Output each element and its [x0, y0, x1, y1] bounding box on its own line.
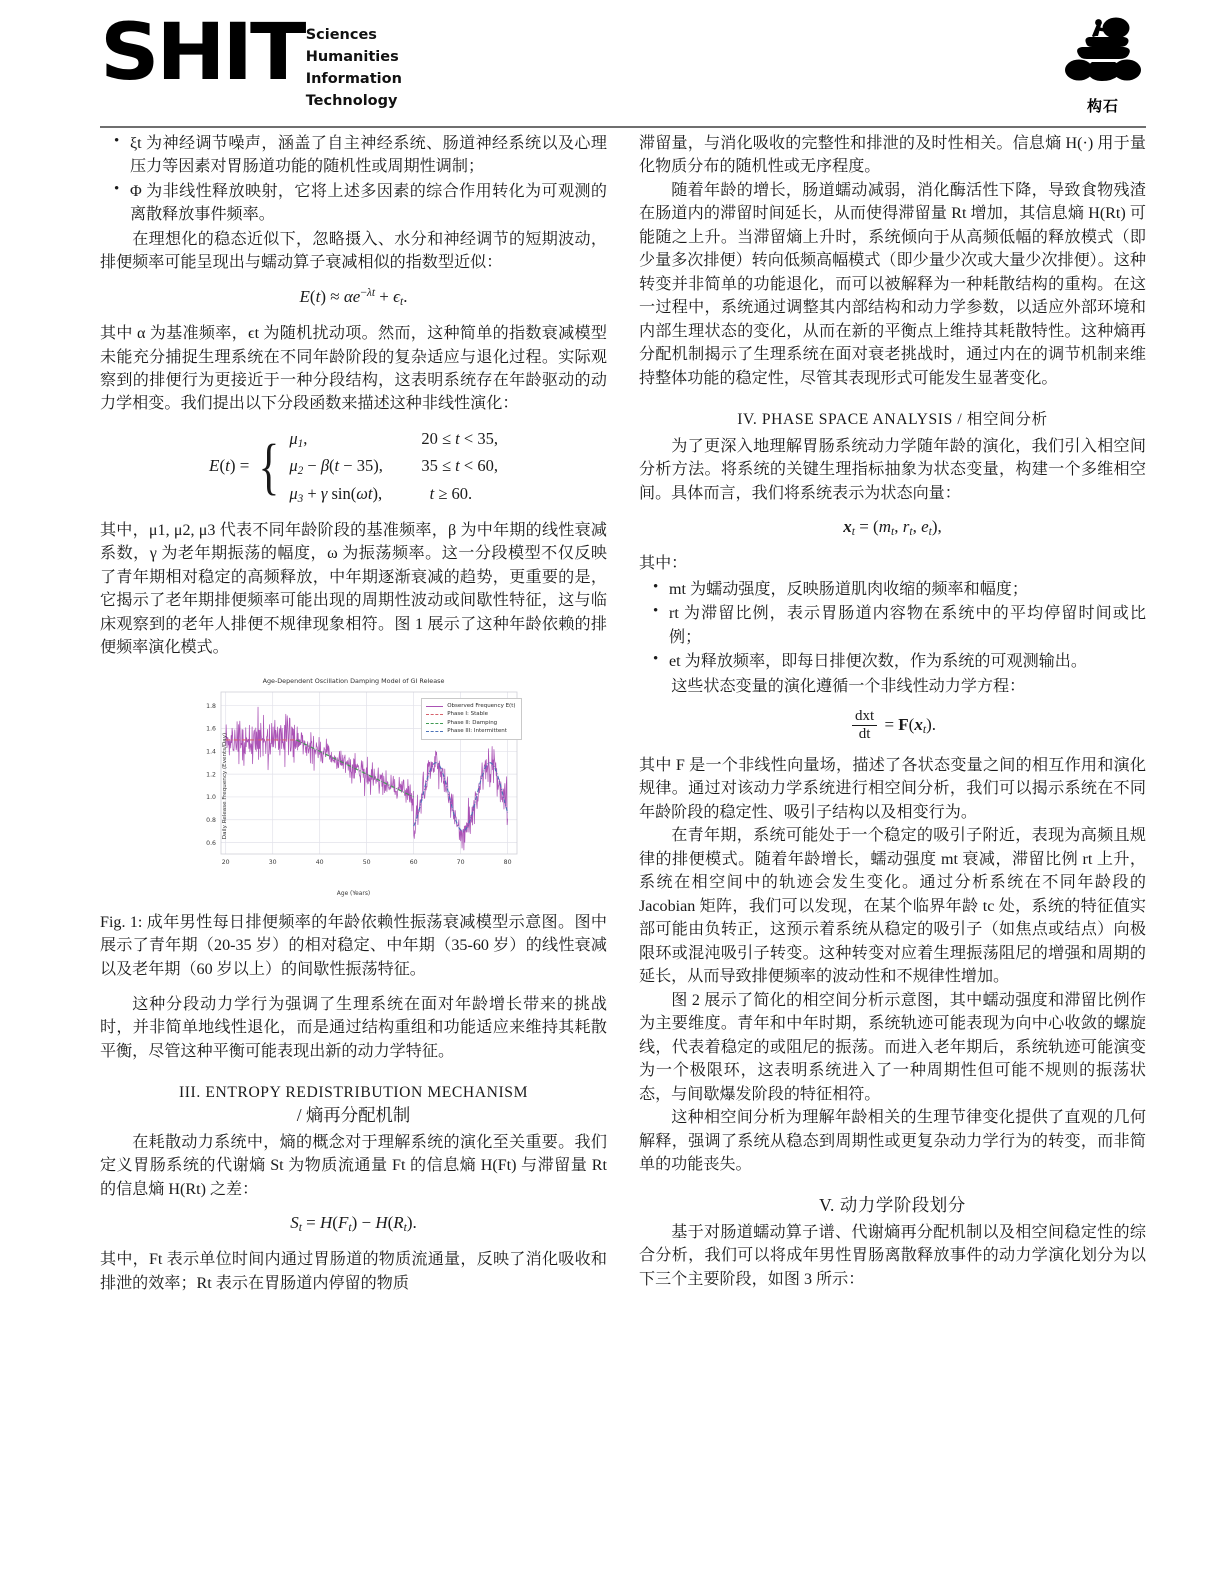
- paragraph-after-exponential: 其中 α 为基准频率，ϵt 为随机扰动项。然而，这种简单的指数衰减模型未能充分捕捉生理系统在不同年龄阶段的复杂适应与退化过程。实际观察到的排便行为更接近于一种分段结构，这表明系统存在年龄驱动的动力学相变。我们提出以下分段函数来描述这种非线性演化：: [100, 325, 607, 413]
- legend-label-phase2: Phase II: Damping: [447, 719, 498, 726]
- chart-container: [174, 674, 534, 899]
- journal-brand: [100, 8, 402, 112]
- noise-term-bullets: [100, 132, 607, 227]
- legend-label-phase3: Phase III: Intermittent: [447, 728, 507, 735]
- derivative-denominator: dt: [852, 725, 877, 743]
- derivative-fraction: [852, 708, 877, 743]
- paragraph-entropy-after: 其中，Ft 表示单位时间内通过胃肠道的物质流通量，反映了消化吸收和排泄的效率；Rt 表示在胃肠道内停留的物质: [100, 1251, 607, 1292]
- paragraph-evolution: 这些状态变量的演化遵循一个非线性动力学方程：: [671, 677, 1026, 695]
- svg-text:0.6: 0.6: [205, 839, 216, 847]
- paragraph-steady-state: 在理想化的稳态近似下，忽略摄入、水分和神经调节的短期波动，排便频率可能呈现出与蠕动算子衰减相似的指数型近似：: [100, 230, 607, 272]
- legend-item-observed: [426, 702, 515, 711]
- section-3-heading: [100, 1080, 607, 1127]
- masthead-divider: [100, 126, 1146, 128]
- chart-legend: [421, 698, 521, 740]
- section-4-heading: [639, 407, 1146, 431]
- list-item: [669, 602, 1146, 649]
- chart-title: Age-Dependent Oscillation Damping Model of GI Release: [262, 676, 445, 685]
- legend-swatch-phase3: [426, 731, 443, 732]
- paragraph-retention: 滞留量，与消化吸收的完整性和排泄的及时性相关。信息熵 H(·) 用于量化物质分布的随机性或无序程度。: [639, 135, 1146, 176]
- list-item: [669, 578, 1146, 601]
- brand-line-humanities: Humanities: [305, 49, 399, 66]
- section-4-title: IV. PHASE SPACE ANALYSIS / 相空间分析: [737, 411, 1048, 429]
- paragraph-entropy-definition: 在耗散动力系统中，熵的概念对于理解系统的演化至关重要。我们定义胃肠系统的代谢熵 St 为物质流通量 Ft 的信息熵 H(Ft) 与滞留量 Rt 的信息熵 H(Rt) 之差：: [100, 1133, 607, 1198]
- svg-text:70: 70: [456, 858, 465, 866]
- list-item: [669, 650, 1146, 673]
- paragraph-section5-intro: 基于对肠道蠕动算子谱、代谢熵再分配机制以及相空间稳定性的综合分析，我们可以将成年男性胃肠离散释放事件的动力学演化划分为以下三个主要阶段，如图 3 所示：: [639, 1223, 1146, 1288]
- state-variable-bullets: [639, 578, 1146, 674]
- svg-text:50: 50: [362, 858, 371, 866]
- bullet-text-e: et 为释放频率，即每日排便次数，作为系统的可观测输出。: [669, 653, 1087, 671]
- paragraph-piecewise-dynamics: 这种分段动力学行为强调了生理系统在面对年龄增长带来的挑战时，并非简单地线性退化，而是通过结构重组和功能适应来维持其耗散平衡，尽管这种平衡可能表现出新的动力学特征。: [100, 995, 607, 1060]
- legend-label-phase1: Phase I: Stable: [447, 711, 489, 718]
- section-3-title-cn: / 熵再分配机制: [296, 1104, 411, 1125]
- svg-text:80: 80: [503, 858, 512, 866]
- svg-text:40: 40: [315, 858, 324, 866]
- brand-expansion: [306, 24, 402, 112]
- left-column: [100, 132, 607, 1564]
- figure-1-caption: Fig. 1: 成年男性每日排便频率的年龄依赖性振荡衰减模型示意图。图中展示了青年期（20-35 岁）的相对稳定、中年期（35-60 岁）的线性衰减以及老年期（60 岁以上）的间歇性振荡特征。: [100, 913, 607, 978]
- chart-ylabel: Daily Release Frequency (Events/Day): [221, 733, 228, 840]
- svg-text:1.4: 1.4: [205, 748, 216, 756]
- brand-line-technology: Technology: [305, 93, 398, 110]
- equation-dynamics: [639, 708, 1146, 743]
- svg-text:20: 20: [221, 858, 230, 866]
- paragraph-aging: 随着年龄的增长，肠道蠕动减弱，消化酶活性下降，导致食物残渣在肠道内的滞留时间延长，从而使得滞留量 Rt 增加，其信息熵 H(Rt) 可能随之上升。当滞留熵上升时，系统倾向于从高频低幅的释放模式（即少量多次排便）转向低频高幅模式（即少量少次或大量少次排便）。这种转变并非简单的功能退化，而可以被解释为一种耗散结构的重构。在这一过程中，系统通过调整其内部结构和动力学参数，以适应外部环境和内部生理状态的变化，从而在新的平衡点上维持其耗散特性。这种熵再分配机制揭示了生理系统在面对衰老挑战时，通过内在的调节机制来维持整体功能的稳定性，尽管其表现形式可能发生显著变化。: [639, 181, 1146, 387]
- chart-xlabel: Age (Years): [336, 891, 371, 898]
- brand-acronym: SHIT: [100, 8, 304, 98]
- list-item: [130, 180, 607, 227]
- legend-swatch-phase1: [426, 714, 443, 715]
- svg-text:1.6: 1.6: [205, 725, 216, 733]
- legend-item-phase1: [426, 710, 515, 719]
- where-label: 其中：: [639, 555, 688, 573]
- publisher-logo: [1060, 16, 1146, 116]
- svg-text:1.0: 1.0: [205, 793, 216, 801]
- masthead: [100, 8, 1146, 132]
- section-5-title: V. 动力学阶段划分: [819, 1194, 966, 1215]
- paragraph-phase-intro: 为了更深入地理解胃肠系统动力学随年龄的演化，我们引入相空间分析方法。将系统的关键生理指标抽象为状态变量，构建一个多维相空间。具体而言，我们将系统表示为状态向量：: [639, 437, 1146, 502]
- bullet-text-xi: ξt 为神经调节噪声，涵盖了自主神经系统、肠道神经系统以及心理压力等因素对胃肠道功能的随机性或周期性调制；: [130, 135, 607, 176]
- bullet-text-phi: Φ 为非线性释放映射，它将上述多因素的综合作用转化为可观测的离散释放事件频率。: [130, 182, 607, 224]
- paragraph-geometric-interp: 这种相空间分析为理解年龄相关的生理节律变化提供了直观的几何解释，强调了系统从稳态到周期性或更复杂动力学行为的转变，而非简单的功能丧失。: [639, 1109, 1146, 1174]
- bullet-text-r: rt 为滞留比例，表示胃肠道内容物在系统中的平均停留时间或比例；: [669, 605, 1146, 646]
- left-brace: {: [258, 432, 279, 501]
- svg-text:0.8: 0.8: [205, 816, 216, 824]
- section-3-title-en: III. ENTROPY REDISTRIBUTION MECHANISM: [178, 1084, 529, 1102]
- stacked-stones-icon: [1062, 16, 1144, 94]
- equation-state-vector: $x_t = (m_t$, $r_t$, $e_t$),: [843, 517, 942, 539]
- equation-entropy: $S_t = H(F_t) - H(R_t)$.: [290, 1213, 417, 1235]
- legend-label-observed: Observed Frequency E(t): [447, 702, 516, 709]
- legend-item-phase3: [426, 727, 515, 736]
- brand-line-information: Information: [305, 71, 402, 88]
- right-column: [639, 132, 1146, 1564]
- brand-line-sciences: Sciences: [305, 27, 377, 43]
- paragraph-figure2-desc: 图 2 展示了简化的相空间分析示意图，其中蠕动强度和滞留比例作为主要维度。青年和中年时期，系统轨迹可能表现为向中心收敛的螺旋线，代表着稳定的或阻尼的振荡。而进入老年期后，系统轨迹可能演变为一个极限环，这表明系统进入了一种周期性但可能不规则的振荡状态，与间歇爆发阶段的特征相符。: [639, 991, 1146, 1103]
- svg-text:30: 30: [268, 858, 277, 866]
- derivative-numerator: dxt: [855, 708, 875, 725]
- svg-text:60: 60: [409, 858, 418, 866]
- equation-exponential: $E(t) \approx \alpha e^{-\lambda t} + \epsilon_t$.: [299, 286, 408, 309]
- equation-piecewise: E(t) = { $\mu_1$, 20 ≤ t < 35, $\mu_2 - \beta(t - 35)$, 35 ≤ t < 60, $\mu_3 + \gamma$ sin(ωt), t ≥ 60.: [209, 428, 498, 505]
- paragraph-vector-field: 其中 F 是一个非线性向量场，描述了各状态变量之间的相互作用和演化规律。通过对该动力学系统进行相空间分析，我们可以揭示系统在不同年龄阶段的稳定性、吸引子结构以及相变行为。: [639, 756, 1146, 821]
- bullet-text-m: mt 为蠕动强度，反映肠道肌肉收缩的频率和幅度；: [669, 580, 1028, 598]
- paragraph-parameters: 其中，μ1, μ2, μ3 代表不同年龄阶段的基准频率，β 为中年期的线性衰减系数，γ 为老年期振荡的幅度，ω 为振荡频率。这一分段模型不仅反映了青年期相对稳定的高频释放，中年期逐渐衰减的趋势，更重要的是，它揭示了老年期排便频率可能出现的周期性波动或间歇性特征，这与临床观察到的老年人排便不规律现象相符。图 1 展示了这种年龄依赖的排便频率演化模式。: [100, 521, 607, 657]
- legend-swatch-observed: [426, 706, 443, 707]
- figure-1: [100, 674, 607, 981]
- legend-swatch-phase2: [426, 723, 443, 724]
- svg-text:1.2: 1.2: [205, 771, 216, 779]
- list-item: [130, 132, 607, 179]
- paragraph-youth-attractor: 在青年期，系统可能处于一个稳定的吸引子附近，表现为高频且规律的排便模式。随着年龄增长，蠕动强度 mt 衰减，滞留比例 rt 上升，系统在相空间中的轨迹会发生变化。通过分析系统在不同年龄段的 Jacobian 矩阵，我们可以发现，在某个临界年龄 tc 处，系统的特征值实部可能由负转正，这预示着系统从稳定的吸引子（如焦点或结点）向极限环或混沌吸引子转变。这种转变对应着生理振荡阻尼的增强和周期的延长，从而导致排便频率的波动性和不规律性增加。: [639, 827, 1146, 986]
- svg-text:1.8: 1.8: [205, 702, 216, 710]
- legend-item-phase2: [426, 719, 515, 728]
- publisher-name: 构石: [1086, 97, 1119, 115]
- derivative-rhs: = $F(x_t)$.: [884, 714, 936, 736]
- section-5-heading: [639, 1194, 1146, 1217]
- article-body: [100, 132, 1146, 1564]
